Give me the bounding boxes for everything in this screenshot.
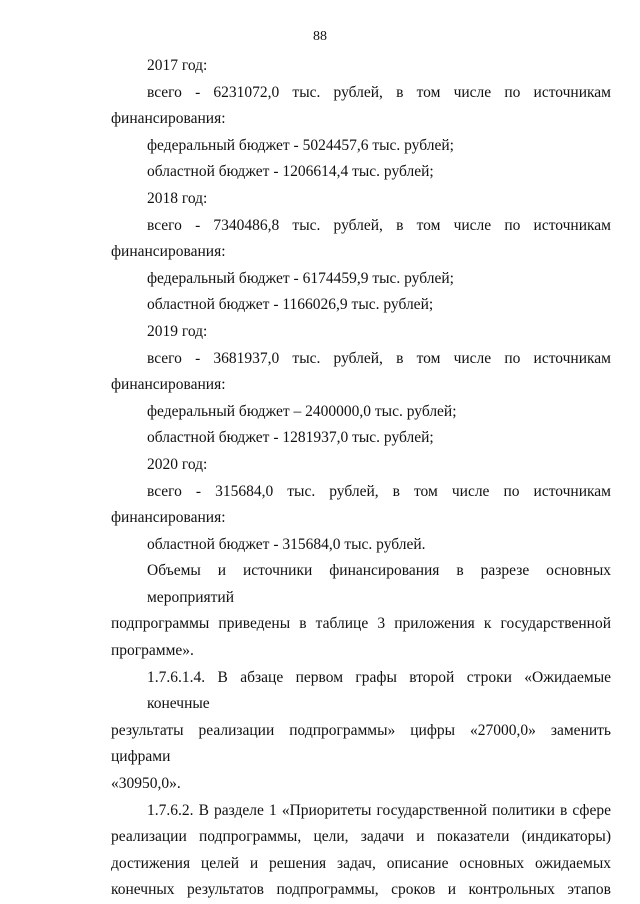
text-line: 2017 год:	[147, 57, 208, 74]
text-line: федеральный бюджет - 5024457,6 тыс. рублей;	[147, 136, 454, 154]
text-line: 2018 год:	[147, 189, 208, 207]
text-line: 1.7.6.1.4. В абзаце первом графы второй строки «Ожидаемые конечные	[147, 668, 611, 713]
text-line: программе».	[111, 642, 194, 660]
text-line: федеральный бюджет – 2400000,0 тыс. рублей;	[147, 402, 457, 420]
text-line: всего - 6231072,0 тыс. рублей, в том числе по источникам	[147, 83, 611, 101]
text-line: 1.7.6.2. В разделе 1 «Приоритеты государственной политики в сфере	[147, 801, 611, 819]
text-line: Объемы и источники финансирования в разрезе основных мероприятий	[147, 562, 611, 606]
text-line: конечных результатов подпрограммы, сроков и контрольных этапов	[111, 881, 611, 899]
text-line: «30950,0».	[111, 775, 181, 793]
text-line: финансирования:	[111, 243, 226, 261]
text-line: всего - 315684,0 тыс. рублей, в том числе по источникам	[147, 482, 611, 500]
text-line: 2019 год:	[147, 322, 208, 340]
text-line: областной бюджет - 315684,0 тыс. рублей.	[147, 535, 426, 553]
text-line: подпрограммы приведены в таблице 3 приложения к государственной	[111, 615, 611, 633]
text-line: 2020 год:	[147, 455, 208, 473]
document-body	[111, 53, 611, 904]
text-line: реализации подпрограммы, цели, задачи и показатели (индикаторы)	[111, 828, 611, 846]
text-line: достижения целей и решения задач, описание основных ожидаемых	[111, 854, 611, 872]
page-number: 88	[313, 29, 327, 44]
text-line: областной бюджет - 1281937,0 тыс. рублей;	[147, 429, 434, 447]
text-line: федеральный бюджет - 6174459,9 тыс. рублей;	[147, 269, 454, 287]
text-line: результаты реализации подпрограммы» цифры «27000,0» заменить цифрами	[111, 721, 611, 766]
text-line: финансирования:	[111, 110, 226, 128]
text-line: всего - 3681937,0 тыс. рублей, в том числе по источникам	[147, 349, 611, 367]
text-line: финансирования:	[111, 376, 226, 394]
text-line: всего - 7340486,8 тыс. рублей, в том числе по источникам	[147, 216, 611, 234]
text-line: финансирования:	[111, 509, 226, 527]
text-line: областной бюджет - 1206614,4 тыс. рублей;	[147, 163, 434, 181]
text-line: областной бюджет - 1166026,9 тыс. рублей;	[147, 296, 434, 314]
